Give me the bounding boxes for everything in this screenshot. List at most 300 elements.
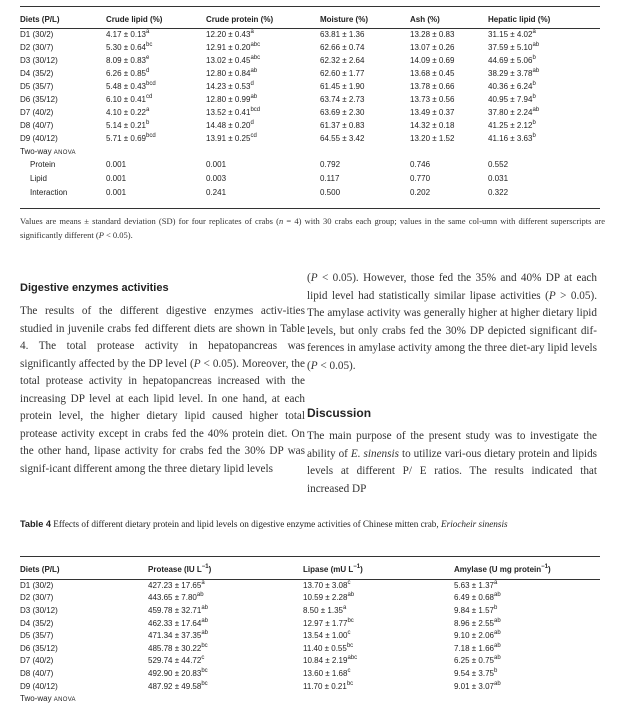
crude-protein-cell-superscript: a bbox=[250, 29, 254, 35]
crude-lipid-cell bbox=[106, 93, 206, 106]
crude-protein-cell-value: 12.20 ± 0.43 bbox=[206, 30, 251, 39]
table4-row bbox=[20, 680, 600, 693]
table4-row bbox=[20, 592, 600, 605]
lipase-cell bbox=[303, 629, 454, 642]
crude-lipid-cell-superscript: bcd bbox=[145, 81, 156, 87]
table4-caption-species: Eriocheir sinensis bbox=[441, 519, 508, 529]
hepatic-lipid-cell bbox=[488, 93, 600, 106]
table4 bbox=[20, 559, 600, 704]
moisture-cell bbox=[320, 119, 410, 132]
table4-header-amylase bbox=[454, 559, 600, 579]
crude-protein-cell-superscript: ab bbox=[250, 94, 258, 100]
table3-row bbox=[20, 54, 600, 67]
table4-row bbox=[20, 655, 600, 668]
anova-label-two-way: Two-way bbox=[20, 146, 52, 156]
digestive-p: P bbox=[193, 357, 201, 370]
protease-cell-superscript: bc bbox=[201, 642, 208, 649]
crude-protein-cell-value: 12.91 ± 0.20 bbox=[206, 43, 251, 52]
anova-factor-cell: Protein bbox=[30, 159, 56, 169]
crude-lipid-cell bbox=[106, 54, 206, 67]
ash-cell-value: 13.20 ± 1.52 bbox=[410, 134, 455, 143]
hepatic-lipid-cell-superscript: ab bbox=[532, 107, 540, 113]
anova-p-cell: 0.552 bbox=[488, 159, 509, 169]
protease-cell-superscript: ab bbox=[201, 604, 209, 611]
table3-row bbox=[20, 106, 600, 119]
protease-cell-superscript: ab bbox=[201, 617, 209, 624]
hepatic-lipid-cell bbox=[488, 119, 600, 132]
lipase-cell bbox=[303, 642, 454, 655]
table3-row bbox=[20, 93, 600, 106]
lipase-cell-superscript: c bbox=[347, 667, 351, 674]
diet-cell: D3 (30/12) bbox=[20, 605, 58, 615]
anova-label bbox=[20, 145, 600, 157]
digestive-enzymes-paragraph bbox=[20, 303, 305, 478]
amylase-cell-superscript: ab bbox=[493, 655, 501, 662]
table3-header-crude-lipid: Crude lipid (%) bbox=[106, 14, 163, 24]
table3-header-row bbox=[20, 10, 600, 28]
protease-cell-value: 485.78 ± 30.22 bbox=[148, 643, 202, 653]
crude-lipid-cell bbox=[106, 106, 206, 119]
hepatic-lipid-cell-value: 38.29 ± 3.78 bbox=[488, 69, 533, 78]
ash-cell bbox=[410, 93, 488, 106]
footnote-n: n bbox=[279, 216, 284, 226]
lipase-close: ) bbox=[360, 564, 363, 574]
crude-lipid-cell-value: 5.30 ± 0.64 bbox=[106, 43, 146, 52]
protease-label: Protease (IU L bbox=[148, 564, 202, 574]
crude-protein-cell-superscript: cd bbox=[250, 133, 257, 139]
amylase-cell-superscript: ab bbox=[493, 642, 501, 649]
anova-p-cell: 0.770 bbox=[410, 173, 431, 183]
crude-lipid-cell bbox=[106, 119, 206, 132]
anova-label-anova: ANOVA bbox=[53, 696, 76, 703]
protease-cell bbox=[148, 629, 303, 642]
crude-lipid-cell-value: 5.48 ± 0.43 bbox=[106, 82, 146, 91]
amylase-cell bbox=[454, 592, 600, 605]
diet-cell: D2 (30/7) bbox=[20, 43, 54, 52]
amylase-cell-value: 6.49 ± 0.68 bbox=[454, 593, 494, 603]
diet-cell: D9 (40/12) bbox=[20, 681, 58, 691]
lipase-cell-value: 10.59 ± 2.28 bbox=[303, 593, 348, 603]
ash-cell bbox=[410, 119, 488, 132]
protease-cell-superscript: ab bbox=[201, 630, 209, 637]
diet-cell: D8 (40/7) bbox=[20, 121, 54, 130]
right-text-3: < 0.05). bbox=[317, 359, 356, 372]
digestive-text-2: < 0.05). Moreover, the total protease activity in hepatopancreas increased with the increasing DP level at each lipid level. In one hand, at each protein level, the higher dietary lipid caused higher total protease activity except in crabs fed the 40% protein diet. On the other hand, lipase activity for crabs fed the 30% DP was signif-icant different among the three dietary lipid levels bbox=[20, 357, 305, 475]
hepatic-lipid-cell-superscript: b bbox=[532, 55, 536, 61]
moisture-cell bbox=[320, 80, 410, 93]
table3-header-moisture: Moisture (%) bbox=[320, 14, 368, 24]
lipase-cell-superscript: bc bbox=[346, 680, 354, 687]
table3-header-ash: Ash (%) bbox=[410, 14, 440, 24]
hepatic-lipid-cell-superscript: ab bbox=[532, 68, 540, 74]
crude-lipid-cell-value: 4.10 ± 0.22 bbox=[106, 108, 146, 117]
ash-cell-value: 13.73 ± 0.56 bbox=[410, 95, 455, 104]
moisture-cell bbox=[320, 54, 410, 67]
right-text-1: < 0.05). However, those fed the 35% and 40% DP at each lipid level had statistically similar lipase activities ( bbox=[307, 272, 597, 302]
crude-protein-cell bbox=[206, 54, 320, 67]
protease-cell bbox=[148, 604, 303, 617]
moisture-cell-value: 62.66 ± 0.74 bbox=[320, 43, 365, 52]
crude-protein-cell-superscript: abc bbox=[250, 55, 261, 61]
lipase-cell-value: 10.84 ± 2.19 bbox=[303, 656, 348, 666]
anova-p-cell: 0.500 bbox=[320, 187, 341, 197]
amylase-cell-value: 9.84 ± 1.57 bbox=[454, 605, 494, 615]
anova-factor-cell: Lipid bbox=[30, 173, 47, 183]
footnote-text-1: Values are means ± standard deviation (SD) for four replicates of crabs ( bbox=[20, 216, 279, 226]
crude-protein-cell bbox=[206, 80, 320, 93]
amylase-cell-superscript: ab bbox=[493, 592, 501, 599]
protease-cell-superscript: a bbox=[201, 579, 205, 586]
table4-row bbox=[20, 604, 600, 617]
anova-p-cell: 0.746 bbox=[410, 159, 431, 169]
crude-lipid-cell-value: 5.71 ± 0.69 bbox=[106, 134, 146, 143]
crude-protein-cell-value: 13.52 ± 0.41 bbox=[206, 108, 251, 117]
crude-lipid-cell bbox=[106, 132, 206, 145]
right-p-3: P bbox=[310, 359, 318, 372]
amylase-cell-superscript: ab bbox=[493, 680, 501, 687]
moisture-cell bbox=[320, 132, 410, 145]
moisture-cell-value: 63.74 ± 2.73 bbox=[320, 95, 365, 104]
table3-row bbox=[20, 119, 600, 132]
lipase-cell bbox=[303, 655, 454, 668]
diet-cell: D2 (30/7) bbox=[20, 593, 54, 603]
crude-protein-cell bbox=[206, 41, 320, 54]
amylase-cell-value: 5.63 ± 1.37 bbox=[454, 580, 494, 590]
hepatic-lipid-cell-value: 37.59 ± 5.10 bbox=[488, 43, 533, 52]
diet-cell: D5 (35/7) bbox=[20, 631, 54, 641]
hepatic-lipid-cell-superscript: b bbox=[532, 81, 536, 87]
protease-cell bbox=[148, 617, 303, 630]
footnote-text-2: = 4) with 30 crabs each group; values in the same col-umn with different superscripts are significantly different ( bbox=[20, 216, 605, 240]
discussion-text-2: to utilize vari-ous dietary protein and lipids levels at different P/ E ratios. The results indicated that increased DP bbox=[307, 447, 598, 495]
amylase-cell bbox=[454, 617, 600, 630]
table3-header-crude-protein: Crude protein (%) bbox=[206, 14, 274, 24]
diet-cell: D3 (30/12) bbox=[20, 56, 58, 65]
discussion-species: E. sinensis bbox=[350, 447, 399, 460]
hepatic-lipid-cell-superscript: a bbox=[532, 29, 536, 35]
footnote-p: P bbox=[98, 230, 104, 240]
diet-cell: D7 (40/2) bbox=[20, 656, 54, 666]
amylase-cell bbox=[454, 655, 600, 668]
hepatic-lipid-cell-superscript: b bbox=[532, 94, 536, 100]
protease-cell bbox=[148, 642, 303, 655]
protease-cell bbox=[148, 655, 303, 668]
crude-protein-cell-value: 14.23 ± 0.53 bbox=[206, 82, 251, 91]
ash-cell bbox=[410, 106, 488, 119]
moisture-cell bbox=[320, 106, 410, 119]
crude-lipid-cell-value: 4.17 ± 0.13 bbox=[106, 30, 146, 39]
protease-cell-superscript: bc bbox=[201, 667, 208, 674]
anova-p-cell: 0.001 bbox=[206, 159, 227, 169]
anova-label-anova: ANOVA bbox=[53, 149, 76, 156]
diet-cell: D6 (35/12) bbox=[20, 643, 58, 653]
amylase-cell bbox=[454, 579, 600, 592]
anova-p-cell: 0.031 bbox=[488, 173, 509, 183]
right-column-paragraph bbox=[307, 270, 597, 375]
hepatic-lipid-cell bbox=[488, 106, 600, 119]
amylase-cell bbox=[454, 629, 600, 642]
amylase-close: ) bbox=[547, 564, 551, 574]
amylase-cell-value: 9.54 ± 3.75 bbox=[454, 668, 494, 678]
table3-header-hepatic-lipid: Hepatic lipid (%) bbox=[488, 14, 551, 24]
lipase-cell bbox=[303, 667, 454, 680]
table4-caption bbox=[20, 517, 605, 531]
amylase-cell bbox=[454, 642, 600, 655]
lipase-cell-value: 13.54 ± 1.00 bbox=[303, 631, 348, 641]
crude-protein-cell-superscript: d bbox=[250, 120, 254, 126]
crude-protein-cell-value: 12.80 ± 0.84 bbox=[206, 69, 251, 78]
anova-p-cell: 0.322 bbox=[488, 187, 509, 197]
table4-anova-label-row bbox=[20, 692, 600, 704]
amylase-cell bbox=[454, 680, 600, 693]
diet-cell: D5 (35/7) bbox=[20, 82, 54, 91]
lipase-cell-superscript: ab bbox=[347, 592, 355, 599]
anova-label bbox=[20, 692, 600, 704]
crude-protein-cell bbox=[206, 106, 320, 119]
table4-header-rule bbox=[20, 579, 600, 580]
moisture-cell-value: 62.32 ± 2.64 bbox=[320, 56, 365, 65]
table3-header-rule bbox=[20, 28, 600, 29]
protease-cell bbox=[148, 667, 303, 680]
crude-protein-cell bbox=[206, 28, 320, 41]
anova-p-cell: 0.202 bbox=[410, 187, 431, 197]
amylase-cell-value: 8.96 ± 2.55 bbox=[454, 618, 494, 628]
crude-protein-cell bbox=[206, 67, 320, 80]
hepatic-lipid-cell bbox=[488, 28, 600, 41]
table3-anova-row bbox=[20, 171, 600, 185]
moisture-cell-value: 62.60 ± 1.77 bbox=[320, 69, 365, 78]
lipase-cell-superscript: c bbox=[347, 630, 351, 637]
hepatic-lipid-cell bbox=[488, 67, 600, 80]
table3-row bbox=[20, 132, 600, 145]
ash-cell bbox=[410, 80, 488, 93]
diet-cell: D8 (40/7) bbox=[20, 668, 54, 678]
anova-p-cell: 0.001 bbox=[106, 187, 127, 197]
table3-anova-row bbox=[20, 157, 600, 171]
crude-protein-cell-superscript: d bbox=[250, 81, 254, 87]
hepatic-lipid-cell-value: 41.25 ± 2.12 bbox=[488, 121, 533, 130]
hepatic-lipid-cell-superscript: b bbox=[532, 120, 536, 126]
protease-cell-value: 471.34 ± 37.35 bbox=[148, 631, 202, 641]
diet-cell: D1 (30/2) bbox=[20, 580, 54, 590]
protease-exp: −1 bbox=[201, 563, 209, 570]
table3-footnote bbox=[20, 214, 605, 242]
hepatic-lipid-cell bbox=[488, 41, 600, 54]
lipase-cell-superscript: c bbox=[347, 579, 351, 586]
right-text-0: ( bbox=[307, 272, 311, 284]
moisture-cell bbox=[320, 67, 410, 80]
table3 bbox=[20, 10, 600, 199]
table4-header-row bbox=[20, 559, 600, 579]
crude-protein-cell-value: 13.02 ± 0.45 bbox=[206, 56, 251, 65]
crude-protein-cell-superscript: ab bbox=[250, 68, 258, 74]
moisture-cell-value: 63.69 ± 2.30 bbox=[320, 108, 365, 117]
diet-cell: D4 (35/2) bbox=[20, 618, 54, 628]
diet-cell: D9 (40/12) bbox=[20, 134, 58, 143]
amylase-exp: −1 bbox=[541, 563, 548, 570]
table3-top-rule bbox=[20, 6, 600, 7]
protease-cell-superscript: ab bbox=[196, 592, 204, 599]
amylase-cell-value: 7.18 ± 1.66 bbox=[454, 643, 494, 653]
table3-row bbox=[20, 67, 600, 80]
ash-cell-value: 14.09 ± 0.69 bbox=[410, 56, 455, 65]
ash-cell-value: 13.28 ± 0.83 bbox=[410, 30, 455, 39]
anova-p-cell: 0.792 bbox=[320, 159, 341, 169]
crude-lipid-cell-superscript: a bbox=[145, 107, 150, 113]
lipase-cell bbox=[303, 592, 454, 605]
lipase-cell-superscript: a bbox=[342, 604, 347, 611]
crude-protein-cell bbox=[206, 93, 320, 106]
protease-cell bbox=[148, 592, 303, 605]
amylase-cell bbox=[454, 604, 600, 617]
moisture-cell-value: 63.81 ± 1.36 bbox=[320, 30, 365, 39]
protease-close: ) bbox=[208, 564, 212, 574]
crude-protein-cell-value: 13.91 ± 0.25 bbox=[206, 134, 251, 143]
table3-row bbox=[20, 80, 600, 93]
crude-lipid-cell bbox=[106, 80, 206, 93]
table4-row bbox=[20, 642, 600, 655]
table4-row bbox=[20, 617, 600, 630]
crude-lipid-cell bbox=[106, 67, 206, 80]
discussion-heading: Discussion bbox=[307, 406, 372, 420]
moisture-cell-value: 64.55 ± 3.42 bbox=[320, 134, 365, 143]
crude-lipid-cell-value: 6.10 ± 0.41 bbox=[106, 95, 146, 104]
hepatic-lipid-cell-value: 41.16 ± 3.63 bbox=[488, 134, 533, 143]
amylase-label: Amylase (U mg protein bbox=[454, 564, 542, 574]
ash-cell-value: 13.68 ± 0.45 bbox=[410, 69, 455, 78]
table3-header-diets: Diets (P/L) bbox=[20, 14, 60, 24]
crude-lipid-cell-superscript: a bbox=[145, 29, 150, 35]
protease-cell-superscript: c bbox=[201, 655, 205, 662]
crude-lipid-cell-superscript: b bbox=[145, 120, 150, 126]
ash-cell bbox=[410, 41, 488, 54]
protease-cell bbox=[148, 680, 303, 693]
lipase-cell-value: 11.70 ± 0.21 bbox=[303, 681, 347, 691]
table4-top-rule bbox=[20, 556, 600, 557]
table3-anova-label-row bbox=[20, 145, 600, 157]
anova-p-cell: 0.117 bbox=[320, 173, 340, 183]
amylase-cell-value: 6.25 ± 0.75 bbox=[454, 656, 494, 666]
protease-cell-value: 487.92 ± 49.58 bbox=[148, 681, 202, 691]
table4-header-diets: Diets (P/L) bbox=[20, 564, 60, 574]
crude-protein-cell-superscript: abc bbox=[250, 42, 261, 48]
hepatic-lipid-cell-value: 37.80 ± 2.24 bbox=[488, 108, 533, 117]
protease-cell-value: 443.65 ± 7.80 bbox=[148, 593, 197, 603]
anova-label-two-way: Two-way bbox=[20, 693, 52, 703]
protease-cell bbox=[148, 579, 303, 592]
table3-row bbox=[20, 28, 600, 41]
crude-lipid-cell-value: 5.14 ± 0.21 bbox=[106, 121, 146, 130]
lipase-cell bbox=[303, 617, 454, 630]
hepatic-lipid-cell-superscript: b bbox=[532, 133, 536, 139]
ash-cell-value: 13.07 ± 0.26 bbox=[410, 43, 455, 52]
table3-bottom-rule bbox=[20, 208, 600, 209]
moisture-cell bbox=[320, 93, 410, 106]
amylase-cell-superscript: ab bbox=[493, 617, 501, 624]
ash-cell-value: 13.78 ± 0.66 bbox=[410, 82, 455, 91]
moisture-cell-value: 61.45 ± 1.90 bbox=[320, 82, 365, 91]
lipase-exp: −1 bbox=[353, 563, 361, 570]
crude-lipid-cell-value: 6.26 ± 0.85 bbox=[106, 69, 146, 78]
amylase-cell-superscript: b bbox=[493, 667, 498, 674]
amylase-cell bbox=[454, 667, 600, 680]
anova-p-cell: 0.241 bbox=[206, 187, 227, 197]
hepatic-lipid-cell bbox=[488, 80, 600, 93]
amylase-cell-value: 9.10 ± 2.06 bbox=[454, 631, 494, 641]
amylase-cell-value: 9.01 ± 3.07 bbox=[454, 681, 494, 691]
amylase-cell-superscript: ab bbox=[493, 630, 501, 637]
crude-lipid-cell bbox=[106, 28, 206, 41]
protease-cell-value: 459.78 ± 32.71 bbox=[148, 605, 202, 615]
moisture-cell bbox=[320, 41, 410, 54]
crude-lipid-cell-superscript: d bbox=[145, 68, 150, 74]
crude-protein-cell-value: 12.80 ± 0.99 bbox=[206, 95, 251, 104]
anova-p-cell: 0.001 bbox=[106, 173, 127, 183]
hepatic-lipid-cell-value: 40.36 ± 6.24 bbox=[488, 82, 533, 91]
protease-cell-value: 529.74 ± 44.72 bbox=[148, 656, 202, 666]
lipase-cell-superscript: abc bbox=[347, 655, 358, 662]
digestive-text-1: The results of the different digestive enzymes activ-ities studied in juvenile crabs fed different diets are shown in Table 4. The total protease activity in hepatopancreas was significantly affected by the DP level ( bbox=[20, 305, 305, 370]
ash-cell bbox=[410, 28, 488, 41]
crude-protein-cell bbox=[206, 119, 320, 132]
lipase-cell-value: 13.70 ± 3.08 bbox=[303, 580, 348, 590]
crude-protein-cell-value: 14.48 ± 0.20 bbox=[206, 121, 251, 130]
lipase-cell bbox=[303, 604, 454, 617]
ash-cell bbox=[410, 67, 488, 80]
lipase-label: Lipase (mU L bbox=[303, 564, 354, 574]
hepatic-lipid-cell-value: 44.69 ± 5.06 bbox=[488, 56, 533, 65]
crude-lipid-cell-superscript: bc bbox=[145, 42, 153, 48]
right-text-2: > 0.05). The amylase activity was generally higher at higher dietary lipid levels, but only crabs fed the 30% DP depicted significant dif-ferences in amylase activity among the three diet-ary lipid levels ( bbox=[307, 289, 597, 372]
lipase-cell-value: 8.50 ± 1.35 bbox=[303, 605, 343, 615]
lipase-cell-superscript: bc bbox=[346, 642, 354, 649]
ash-cell-value: 13.49 ± 0.37 bbox=[410, 108, 455, 117]
lipase-cell-value: 12.97 ± 1.77 bbox=[303, 618, 348, 628]
amylase-cell-superscript: a bbox=[493, 579, 498, 586]
anova-factor-cell: Interaction bbox=[30, 187, 68, 197]
crude-lipid-cell-superscript: bcd bbox=[145, 133, 156, 139]
moisture-cell-value: 61.37 ± 0.83 bbox=[320, 121, 365, 130]
lipase-cell-value: 13.60 ± 1.68 bbox=[303, 668, 348, 678]
lipase-cell bbox=[303, 680, 454, 693]
crude-lipid-cell-superscript: cd bbox=[145, 94, 153, 100]
hepatic-lipid-cell-superscript: ab bbox=[532, 42, 540, 48]
moisture-cell bbox=[320, 28, 410, 41]
diet-cell: D4 (35/2) bbox=[20, 69, 54, 78]
diet-cell: D7 (40/2) bbox=[20, 108, 54, 117]
digestive-enzymes-heading: Digestive enzymes activities bbox=[20, 282, 169, 294]
crude-lipid-cell-value: 8.09 ± 0.83 bbox=[106, 56, 146, 65]
right-p-2: P bbox=[548, 289, 556, 302]
hepatic-lipid-cell bbox=[488, 54, 600, 67]
table4-caption-label: Table 4 bbox=[20, 519, 51, 529]
protease-cell-value: 492.90 ± 20.83 bbox=[148, 668, 202, 678]
crude-protein-cell-superscript: bcd bbox=[250, 107, 261, 113]
table4-caption-text: Effects of different dietary protein and lipid levels on digestive enzyme activities of Chinese mitten crab, bbox=[50, 519, 441, 529]
discussion-text-1: The main purpose of the present study was to investigate the ability of bbox=[307, 430, 597, 460]
ash-cell bbox=[410, 132, 488, 145]
table3-anova-row bbox=[20, 185, 600, 199]
discussion-paragraph bbox=[307, 428, 597, 498]
crude-lipid-cell bbox=[106, 41, 206, 54]
ash-cell-value: 14.32 ± 0.18 bbox=[410, 121, 455, 130]
hepatic-lipid-cell-value: 31.15 ± 4.02 bbox=[488, 30, 533, 39]
table4-row bbox=[20, 667, 600, 680]
protease-cell-superscript: bc bbox=[201, 680, 208, 687]
table3-row bbox=[20, 41, 600, 54]
hepatic-lipid-cell-value: 40.95 ± 7.94 bbox=[488, 95, 533, 104]
hepatic-lipid-cell bbox=[488, 132, 600, 145]
